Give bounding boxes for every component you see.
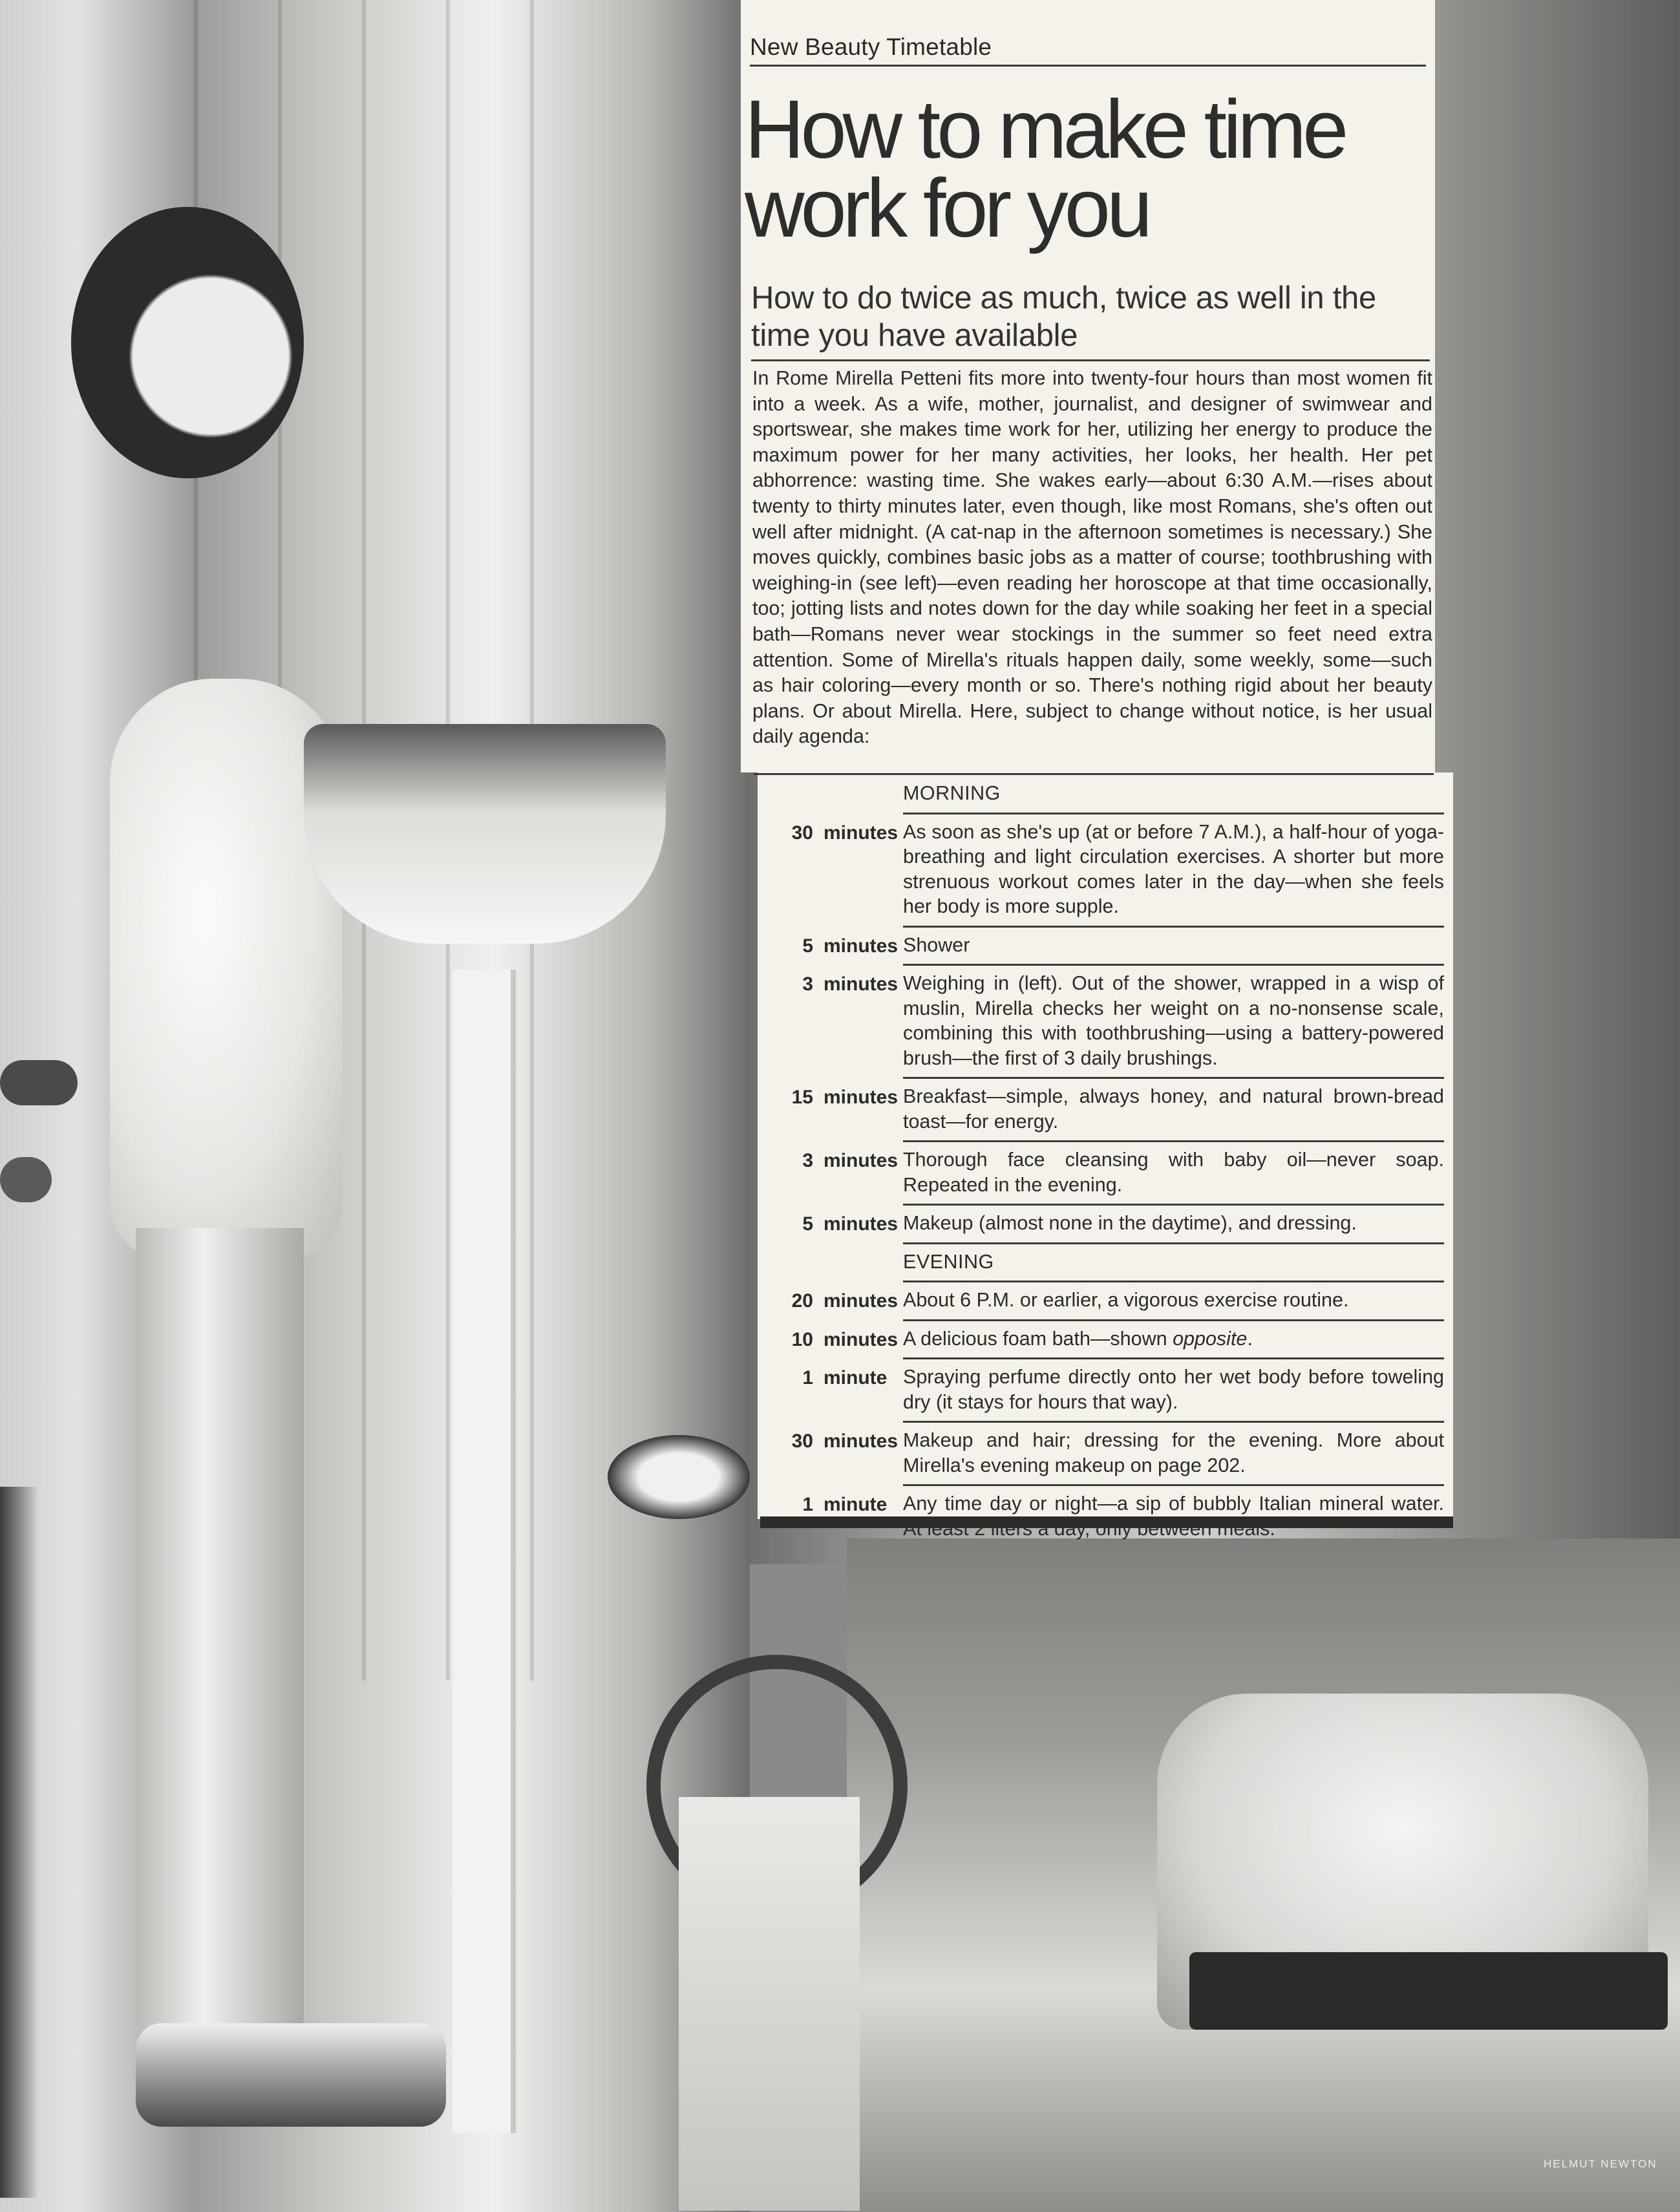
agenda-row — [758, 1079, 1444, 1142]
shadow-edge — [0, 1487, 39, 2198]
scale-beam — [304, 724, 666, 944]
agenda-row — [758, 1142, 1444, 1206]
activity-description: Makeup (almost none in the daytime), and dressing. — [903, 1206, 1444, 1244]
title-line: How to make time — [745, 83, 1345, 176]
photo-credit: HELMUT NEWTON — [1544, 2158, 1657, 2170]
duration: 3 minutes — [802, 973, 898, 995]
duration: 30 minutes — [791, 822, 898, 844]
agenda-row — [758, 1282, 1444, 1321]
agenda-section-header — [758, 1244, 1444, 1283]
door-knob — [0, 1060, 78, 1105]
activity-description: About 6 P.M. or earlier, a vigorous exercise routine. — [903, 1282, 1444, 1321]
duration: 10 minutes — [791, 1328, 898, 1350]
door-knob — [0, 1157, 52, 1202]
section-label-evening: EVENING — [903, 1244, 1444, 1283]
daily-agenda — [758, 776, 1444, 1547]
agenda-row — [758, 1321, 1444, 1360]
duration: 1 minute — [802, 1494, 888, 1515]
duration: 3 minutes — [802, 1150, 898, 1171]
activity-description: Any time day or night—a sip of bubbly Italian mineral water. At least 2 liters a day, only between meals. — [903, 1493, 1444, 1540]
telephone-base — [1189, 1952, 1668, 2030]
article-subtitle — [751, 279, 1430, 361]
hanging-towel — [679, 1797, 860, 2211]
subtitle-line: How to do twice as much, twice as well in the — [751, 281, 1376, 315]
activity-description: As soon as she's up (at or before 7 A.M.), a half-hour of yoga-breathing and light circulation exercises. A shorter but more strenuous workout comes later in the day—when she feels her body is more supple. — [903, 814, 1444, 928]
scale-platform — [136, 2023, 446, 2127]
activity-description: Breakfast—simple, always honey, and natural brown-bread toast—for energy. — [903, 1079, 1444, 1142]
subtitle-line: time you have available — [751, 318, 1078, 353]
duration: 5 minutes — [802, 935, 898, 957]
intro-paragraph: In Rome Mirella Petteni fits more into twenty-four hours than most women fit into a week. As a wife, mother, journalist, and designer of swimwear and sportswear, she makes time work for her, utilizing her energy to produce the maximum power for her many activities, her looks, her health. Her pet abhorrence: wasting time. She wakes early—about 6:30 A.M.—rises about twenty to thirty minutes later, even though, like most Romans, she's often out well after midnight. (A cat-nap in the afternoon sometimes is necessary.) She moves quickly, combines basic jobs as a matter of course; toothbrushing with weighing-in (see left)—even reading her horoscope at that time occasionally, too; jotting lists and notes down for the day while soaking her feet in a special bath—Romans never wear stockings in the summer so feet need extra attention. Some of Mirella's rituals happen daily, some weekly, some—such as hair coloring—every month or so. There's nothing rigid about her beauty plans. Or about Mirella. Here, subject to change without notice, is her usual daily agenda: — [752, 367, 1432, 748]
agenda-row — [758, 966, 1444, 1079]
title-line: work for you — [745, 162, 1149, 255]
activity-description: Shower — [903, 928, 1444, 966]
woman-head — [71, 207, 304, 478]
activity-description: Makeup and hair; dressing for the evening. More about Mirella's evening makeup on page 202. — [903, 1423, 1444, 1486]
section-label-morning: MORNING — [903, 776, 1444, 814]
agenda-row — [758, 814, 1444, 928]
woman-legs — [136, 1228, 304, 2068]
activity-description: A delicious foam bath—shown opposite. — [903, 1321, 1444, 1360]
scale-column — [452, 970, 511, 2133]
agenda-row — [758, 1423, 1444, 1486]
divider — [754, 773, 1434, 775]
duration: 15 minutes — [791, 1087, 898, 1108]
article-title — [745, 83, 1430, 255]
section-kicker: New Beauty Timetable — [750, 34, 1426, 67]
sink-basin — [608, 1435, 750, 1519]
duration: 30 minutes — [791, 1430, 898, 1452]
duration: 20 minutes — [791, 1290, 898, 1312]
duration: 1 minute — [802, 1367, 888, 1388]
agenda-row — [758, 1206, 1444, 1244]
agenda-row — [758, 1359, 1444, 1423]
activity-description: Spraying perfume directly onto her wet body before toweling dry (it stays for hours that way). — [903, 1359, 1444, 1423]
agenda-row — [758, 928, 1444, 966]
activity-description: Weighing in (left). Out of the shower, wrapped in a wisp of muslin, Mirella checks her weight on a no-nonsense scale, combining this with toothbrushing—using a battery-powered brush—the first of 3 daily brushings. — [903, 966, 1444, 1079]
agenda-section-header — [758, 776, 1444, 814]
agenda-row — [758, 1486, 1444, 1547]
duration: 5 minutes — [802, 1213, 898, 1235]
activity-description: Thorough face cleansing with baby oil—never soap. Repeated in the evening. — [903, 1142, 1444, 1206]
